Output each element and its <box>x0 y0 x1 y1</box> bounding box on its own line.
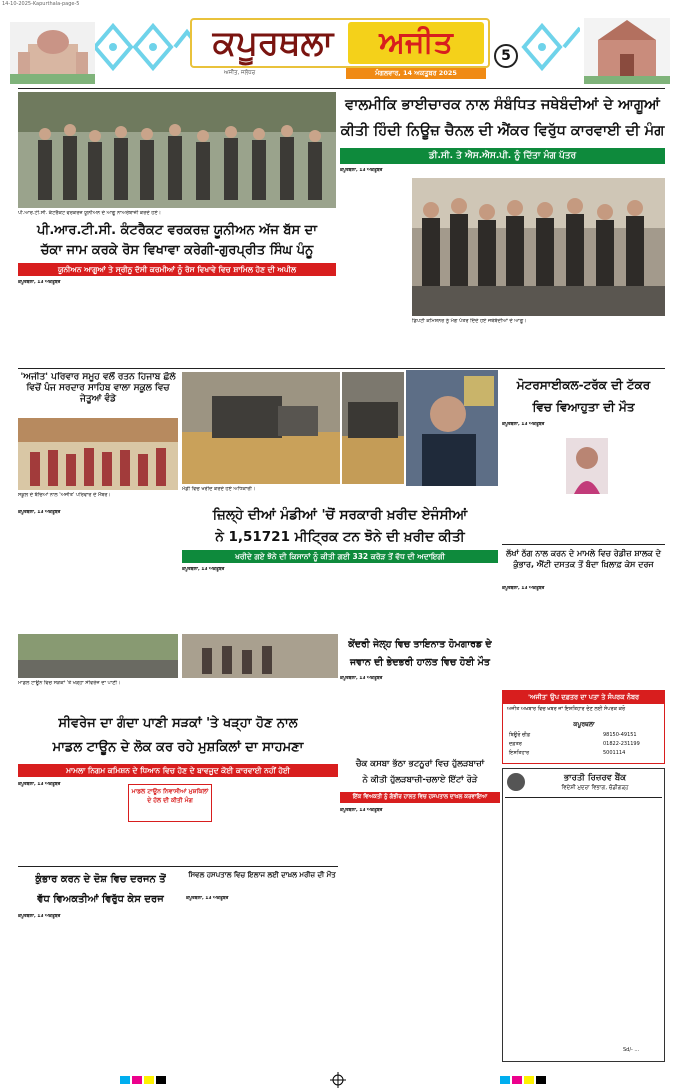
valmiki-dateline: ਕਪੂਰਥਲਾ, 13 ਅਕਤੂਬਰ <box>340 168 383 173</box>
ajit-box-city: ਕਪੂਰਥਲਾ <box>573 721 595 728</box>
sewerage-dateline: ਕਪੂਰਥਲਾ, 13 ਅਕਤੂਬਰ <box>18 782 61 787</box>
prtc-subhead-bar: ਯੂਨੀਅਨ ਆਗੂਆਂ ਤੇ ਸ੍ਰੀਨੂ ਦੱਸੀ ਕਰਮੀਆਂ ਨੂੰ ਰੋਸ ਵਿਖਾਵੇ ਵਿਚ ਸ਼ਾਮਿਲ ਹੋਣ ਦੀ ਅਪੀਲ <box>18 263 336 276</box>
masthead-title-left: ਕਪੂਰਥਲਾ <box>212 23 334 63</box>
hospital-body <box>186 896 338 1058</box>
accident-body <box>502 422 562 540</box>
valmiki-headline-1: ਵਾਲਮੀਕਿ ਭਾਈਚਾਰਕ ਨਾਲ ਸੰਬੰਧਿਤ ਜਥੇਬੰਦੀਆਂ ਦੇ ਆਗੂਆਂ <box>345 97 660 113</box>
prtc-headline-1: ਪੀ.ਆਰ.ਟੀ.ਸੀ. ਕੰਟਰੈਕਟ ਵਰਕਰਜ਼ ਯੂਨੀਅਨ ਅੱਜ ਬੱਸ ਦਾ <box>37 223 317 238</box>
sewerage-subhead-bar: ਮਾਮਲਾ ਨਿਗਮ ਕਮਿਸ਼ਨ ਦੇ ਧਿਆਨ ਵਿਚ ਹੋਣ ਦੇ ਬਾਵਜੂਦ ਕੋਈ ਕਾਰਵਾਈ ਨਹੀਂ ਹੋਈ <box>18 764 338 777</box>
fraud-headline: ਲੱਖਾਂ ਠੱਗ ਨਾਲ ਕਰਨ ਦੇ ਮਾਮਲੇ ਵਿਚ ਰੇਡੀਜ਼ ਸ਼ਾਲਕ ਦੇ ਕੁੰਭਾਰ, ਐਂਟੀ ਦਸਤਕ ਤੋਂ ਬੰਦਾ ਖ਼ਿਲਾਫ਼ ਕੇਸ ਦਰਜ <box>506 549 661 569</box>
ajit-box-row3-value: 5001114 <box>603 750 626 756</box>
dowry-headline-1: ਕੁੰਭਾਰ ਕਰਨ ਦੇ ਦੋਸ਼ ਵਿਚ ਦਰਜਨ ਤੋਂ <box>35 874 166 885</box>
fraud-body <box>502 586 665 686</box>
ajit-school-caption: ਸਕੂਲ ਦੇ ਬੱਚਿਆਂ ਨਾਲ 'ਅਜੀਤ' ਪਰਿਵਾਰ ਦੇ ਮੈਂਬਰ। <box>18 492 111 498</box>
divider-dowry <box>18 866 338 867</box>
jail-body <box>340 676 500 750</box>
ajit-box-row2-value: 01822-231199 <box>603 741 640 747</box>
sewerage-body <box>18 782 123 862</box>
divider-accident <box>502 544 665 545</box>
ajit-school-headline: 'ਅਜੀਤ' ਪਰਿਵਾਰ ਸਮੂਹ ਵਲੋਂ ਰਤਨ ਹਿਜਾਬ ਛੋਲੇ ਵਿਚੋਂ ਪੰਜ ਸਰਦਾਰ ਸਾਹਿਬ ਵਾਲਾ ਸਕੂਲ ਵਿਚ ਜੇਤੂਆਂ ਵੰਡੇ <box>20 372 176 404</box>
header-slug: 14-10-2025-Kapurthala-page-5 <box>2 1 80 7</box>
rbi-rule <box>505 797 662 798</box>
sewerage-body-2 <box>216 782 338 862</box>
accident-headline-1: ਮੋਟਰਸਾਈਕਲ-ਟਰੱਕ ਦੀ ਟੱਕਰ <box>516 378 651 392</box>
jail-dateline: ਕਪੂਰਥਲਾ, 13 ਅਕਤੂਬਰ <box>340 676 383 681</box>
valmiki-subhead-bar: ਡੀ.ਸੀ. ਤੇ ਐਸ.ਐਸ.ਪੀ. ਨੂੰ ਦਿੱਤਾ ਮੰਗ ਪੱਤਰ <box>340 148 665 164</box>
prtc-body <box>18 280 336 366</box>
page-number: 5 <box>494 44 518 68</box>
sewerage-photo-2 <box>182 634 338 678</box>
brick-body <box>340 808 500 1058</box>
prtc-protest-photo <box>18 92 336 208</box>
ajit-school-photo <box>18 418 178 490</box>
mandi-photo-2 <box>342 372 404 484</box>
rbi-title: ਭਾਰਤੀ ਰਿਜ਼ਰਵ ਬੈਂਕ <box>563 773 627 783</box>
ajit-contact-box <box>502 690 665 764</box>
sewerage-headline-2: ਮਾਡਲ ਟਾਊਨ ਦੇ ਲੋਕ ਕਰ ਰਹੇ ਮੁਸ਼ਕਿਲਾਂ ਦਾ ਸਾਹਮਣਾ <box>52 740 304 755</box>
valmiki-photo <box>412 178 665 316</box>
rbi-logo-icon <box>507 773 525 791</box>
sewerage-pullquote: ਮਾਡਲ ਟਾਊਨ ਨਿਵਾਸੀਆਂ ਮੁਸ਼ਕਿਲਾਂ ਦੇ ਹੱਲ ਦੀ ਕੀਤੀ ਮੰਗ <box>128 784 212 822</box>
header-rule <box>18 88 665 89</box>
header-pattern-left <box>95 16 195 78</box>
brick-subhead-bar: ਇੱਕ ਵਿਅਕਤੀ ਨੂੰ ਗੰਭੀਰ ਹਾਲਤ ਵਿਚ ਹਸਪਤਾਲ ਦਾਖ਼ਲ ਕਰਵਾਇਆ <box>340 792 500 803</box>
jail-headline-1: ਕੇਂਦਰੀ ਜੇਲ੍ਹ ਵਿਚ ਤਾਇਨਾਤ ਹੋਮਗਾਰਡ ਦੇ <box>348 639 492 650</box>
ajit-school-dateline: ਕਪੂਰਥਲਾ, 13 ਅਕਤੂਬਰ <box>18 510 61 515</box>
mandi-headline-1: ਜ਼ਿਲ੍ਹੇ ਦੀਆਂ ਮੰਡੀਆਂ 'ਚੋਂ ਸਰਕਾਰੀ ਖ਼ਰੀਦ ਏਜੰਸੀਆਂ <box>212 507 468 523</box>
mandi-dateline: ਕਪੂਰਥਲਾ, 13 ਅਕਤੂਬਰ <box>182 567 225 572</box>
masthead-title-right: ਅਜੀਤ <box>379 25 453 60</box>
hospital-headline: ਸਿਵਲ ਹਸਪਤਾਲ ਵਿਚ ਇਲਾਜ ਲਈ ਦਾਖ਼ਲ ਮਰੀਜ਼ ਦੀ ਮੌਤ <box>188 871 336 879</box>
sewerage-photo-1 <box>18 634 178 678</box>
valmiki-body <box>340 168 408 348</box>
mandi-photo-1 <box>182 372 340 484</box>
hospital-dateline: ਕਪੂਰਥਲਾ, 13 ਅਕਤੂਬਰ <box>186 896 229 901</box>
gurdwara-illustration <box>10 12 95 84</box>
ajit-box-text: ਅਜੀਤ ਅਖ਼ਬਾਰ ਵਿਚ ਖ਼ਬਰ ਜਾਂ ਇਸ਼ਤਿਹਾਰ ਦੇਣ ਲਈ ਸੰਪਰਕ ਕਰੋ <box>507 706 626 712</box>
sewerage-headline-1: ਸੀਵਰੇਜ ਦਾ ਗੰਦਾ ਪਾਣੀ ਸੜਕਾਂ 'ਤੇ ਖੜ੍ਹਾ ਹੋਣ ਨਾਲ <box>58 716 298 731</box>
prtc-photo-caption: ਪੀ.ਆਰ.ਟੀ.ਸੀ. ਕੰਟਰੈਕਟ ਵਰਕਰਜ਼ ਯੂਨੀਅਨ ਦੇ ਆਗੂ ਨਾਅਰੇਬਾਜ਼ੀ ਕਰਦੇ ਹੋਏ। <box>18 210 162 216</box>
prtc-dateline: ਕਪੂਰਥਲਾ, 13 ਅਕਤੂਬਰ <box>18 280 61 285</box>
valmiki-photo-caption: ਡਿਪਟੀ ਕਮਿਸ਼ਨਰ ਨੂੰ ਮੰਗ ਪੱਤਰ ਦਿੰਦੇ ਹੋਏ ਜਥੇਬੰਦੀਆਂ ਦੇ ਆਗੂ। <box>412 318 527 324</box>
ajit-box-row3-label: ਇਸ਼ਤਿਹਾਰ <box>509 750 530 756</box>
palace-illustration <box>584 10 670 84</box>
edition-label: ਅਜੀਤ, ਜਲੰਧਰ <box>224 70 256 76</box>
mandi-photo-caption: ਮੰਡੀ ਵਿਚ ਖਰੀਦ ਕਰਦੇ ਹੋਏ ਅਧਿਕਾਰੀ। <box>182 486 256 492</box>
header <box>0 0 677 88</box>
ajit-box-row1-label: ਬਿਊਰੋ ਚੀਫ਼ <box>509 732 531 738</box>
dowry-headline-2: ਵੱਧ ਵਿਅਕਤੀਆਂ ਵਿਰੁੱਧ ਕੇਸ ਦਰਜ <box>37 894 164 905</box>
dowry-dateline: ਕਪੂਰਥਲਾ, 13 ਅਕਤੂਬਰ <box>18 914 61 919</box>
accident-dateline: ਕਪੂਰਥਲਾ, 13 ਅਕਤੂਬਰ <box>502 422 545 427</box>
mandi-headline-2: ਨੇ 1,51721 ਮੀਟ੍ਰਿਕ ਟਨ ਝੋਨੇ ਦੀ ਖ਼ਰੀਦ ਕੀਤੀ <box>215 529 465 545</box>
accident-body-2 <box>612 422 665 540</box>
jail-headline-2: ਜਵਾਨ ਦੀ ਭੇਦਭਰੀ ਹਾਲਤ ਵਿਚ ਹੋਈ ਮੌਤ <box>350 657 490 668</box>
ajit-box-title: 'ਅਜੀਤ' ਉਪ ਦਫ਼ਤਰ ਦਾ ਪਤਾ ਤੇ ਸੰਪਰਕ ਨੰਬਰ <box>503 691 664 704</box>
rbi-notice <box>502 768 665 1062</box>
date-label: ਮੰਗਲਵਾਰ, 14 ਅਕਤੂਬਰ 2025 <box>375 69 457 77</box>
ajit-school-body <box>18 510 178 630</box>
color-registration-strip <box>0 1072 677 1089</box>
rbi-footer: Sd/- ... <box>623 1047 640 1053</box>
divider-1 <box>18 368 665 369</box>
rbi-subtitle: ਵਿਦੇਸ਼ੀ ਮੁਦਰਾ ਵਿਭਾਗ, ਚੰਡੀਗੜ੍ਹ <box>561 785 629 791</box>
brick-headline-2: ਨੇ ਕੀਤੀ ਹੁੱਲੜਬਾਜ਼ੀ-ਚਲਾਏ ਇੱਟਾਂ ਰੋੜੇ <box>362 775 478 785</box>
accident-headline-2: ਵਿਚ ਵਿਆਹੁਤਾ ਦੀ ਮੌਤ <box>532 400 635 414</box>
prtc-headline-2: ਚੱਕਾ ਜਾਮ ਕਰਕੇ ਰੋਸ ਵਿਖਾਵਾ ਕਰੇਗੀ-ਗੁਰਪ੍ਰੀਤ ਸਿੰਘ ਪੰਨੂ <box>40 243 314 258</box>
victim-portrait <box>566 438 608 494</box>
official-portrait <box>406 370 498 486</box>
sewerage-photo-caption: ਮਾਡਲ ਟਾਊਨ ਵਿਚ ਸੜਕਾਂ 'ਤੇ ਖੜ੍ਹਾ ਸੀਵਰੇਜ ਦਾ ਪਾਣੀ। <box>18 680 121 686</box>
mandi-subhead-bar: ਖਰੀਦੇ ਗਏ ਝੋਨੇ ਦੀ ਕਿਸਾਨਾਂ ਨੂੰ ਕੀਤੀ ਗਈ 332 ਕਰੋੜ ਤੋਂ ਵੱਧ ਦੀ ਅਦਾਇਗੀ <box>182 550 498 563</box>
ajit-box-row1-value: 98150-49151 <box>603 732 637 738</box>
fraud-dateline: ਕਪੂਰਥਲਾ, 13 ਅਕਤੂਬਰ <box>502 586 545 591</box>
valmiki-body-2 <box>412 334 665 364</box>
valmiki-headline-2: ਕੀਤੀ ਹਿੰਦੀ ਨਿਊਜ਼ ਚੈਨਲ ਦੀ ਐਂਕਰ ਵਿਰੁੱਧ ਕਾਰਵਾਈ ਦੀ ਮੰਗ <box>340 123 665 139</box>
masthead <box>190 18 490 80</box>
brick-dateline: ਕਪੂਰਥਲਾ, 13 ਅਕਤੂਬਰ <box>340 808 383 813</box>
header-pattern-right <box>520 16 580 78</box>
ajit-box-row2-label: ਦਫ਼ਤਰ <box>509 741 522 747</box>
brick-headline-1: ਚੈਕ ਕਸਬਾ ਭੱਠਾ ਭਟਨੂਰਾਂ ਵਿਚ ਹੁੱਲੜਬਾਜ਼ਾਂ <box>355 759 485 769</box>
dowry-body <box>18 914 183 1058</box>
rbi-table <box>507 801 662 1045</box>
mandi-body <box>182 567 498 633</box>
